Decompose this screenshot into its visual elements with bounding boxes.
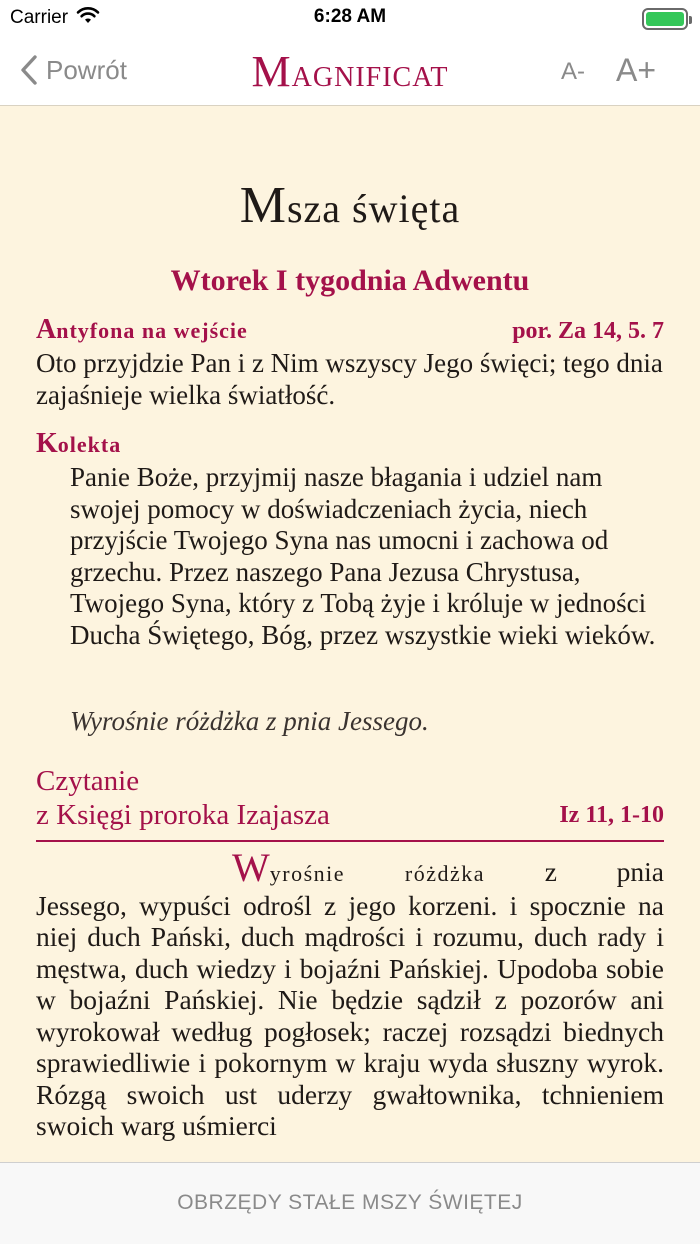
- antiphon-heading-initial: A: [36, 314, 57, 345]
- antiphon-reference: por. Za 14, 5. 7: [512, 318, 664, 344]
- fixed-rites-button[interactable]: OBRZĘDY STAŁE MSZY ŚWIĘTEJ: [177, 1191, 523, 1214]
- reading-reference: Iz 11, 1-10: [559, 802, 664, 828]
- reading-first-line: [36, 845, 664, 890]
- font-decrease-button[interactable]: A-: [561, 58, 585, 85]
- bottom-toolbar: [0, 1162, 700, 1244]
- title-rest: sza święta: [286, 186, 461, 231]
- title-initial: M: [239, 177, 287, 234]
- navigation-bar: [0, 40, 700, 106]
- back-label: Powrót: [46, 54, 127, 85]
- clock: 6:28 AM: [313, 6, 387, 27]
- antiphon-heading: [36, 314, 248, 346]
- logo-initial: M: [251, 47, 292, 96]
- antiphon-text: Oto przyjdzie Pan i z Nim wszyscy Jego święci; tego dnia zajaśnieje wielka światłość.: [36, 348, 663, 410]
- collect-heading-initial: K: [36, 428, 58, 459]
- section-divider: [36, 840, 664, 842]
- magnificat-logo: [0, 46, 700, 97]
- battery-fill: [646, 12, 684, 26]
- carrier-label: Carrier: [10, 7, 69, 28]
- reading-first-line-rest: z pnia: [485, 856, 664, 887]
- reading-heading: [36, 764, 330, 832]
- page-title: [36, 176, 664, 235]
- reading-small-caps: yrośnie różdżka: [269, 861, 485, 886]
- status-right: [642, 8, 688, 30]
- font-increase-button[interactable]: A+: [616, 52, 657, 88]
- status-bar: [0, 0, 700, 40]
- antiphon-heading-rest: ntyfona na wejście: [56, 318, 248, 343]
- battery-cap: [689, 16, 692, 24]
- logo-rest: AGNIFICAT: [291, 62, 449, 93]
- response-text: Wyrośnie różdżka z pnia Jessego.: [70, 706, 429, 736]
- collect-heading-rest: olekta: [57, 432, 122, 457]
- drop-cap: W: [232, 845, 270, 890]
- reading-text: [36, 845, 664, 1142]
- day-title: Wtorek I tygodnia Adwentu: [170, 264, 530, 297]
- reading-content[interactable]: [36, 106, 664, 1162]
- reading-heading-line2: z Księgi proroka Izajasza: [36, 799, 330, 831]
- battery-icon: [642, 8, 688, 30]
- reading-heading-line1: Czytanie: [36, 765, 140, 797]
- reading-body: Jessego, wypuści odrośl z jego korzeni. i spocznie na niej duch Pański, duch mądrości i rozumu, duch rady i męstwa, duch wiedzy i bojaźni Pańskiej. Upodoba sobie w bojaźni Pańskiej. Nie będzie sądził z pozorów ani wyrokował według pogłosek; raczej rozsądzi biednych sprawiedliwie i pokornym w kraju wyda słuszny wyrok. Rózgą swoich ust uderzy gwałtownika, tchnieniem swoich warg uśmierci: [36, 889, 664, 1141]
- collect-text: Panie Boże, przyjmij nasze błagania i udziel nam swojej pomocy w doświadczeniach życia, niech przyjście Twojego Syna nas umocni i zachowa od grzechu. Przez naszego Pana Jezusa Chrystusa, Twojego Syna, który z Tobą żyje i króluje w jedności Ducha Świętego, Bóg, przez wszystkie wieki wieków.: [70, 462, 656, 650]
- collect-heading: [36, 428, 121, 460]
